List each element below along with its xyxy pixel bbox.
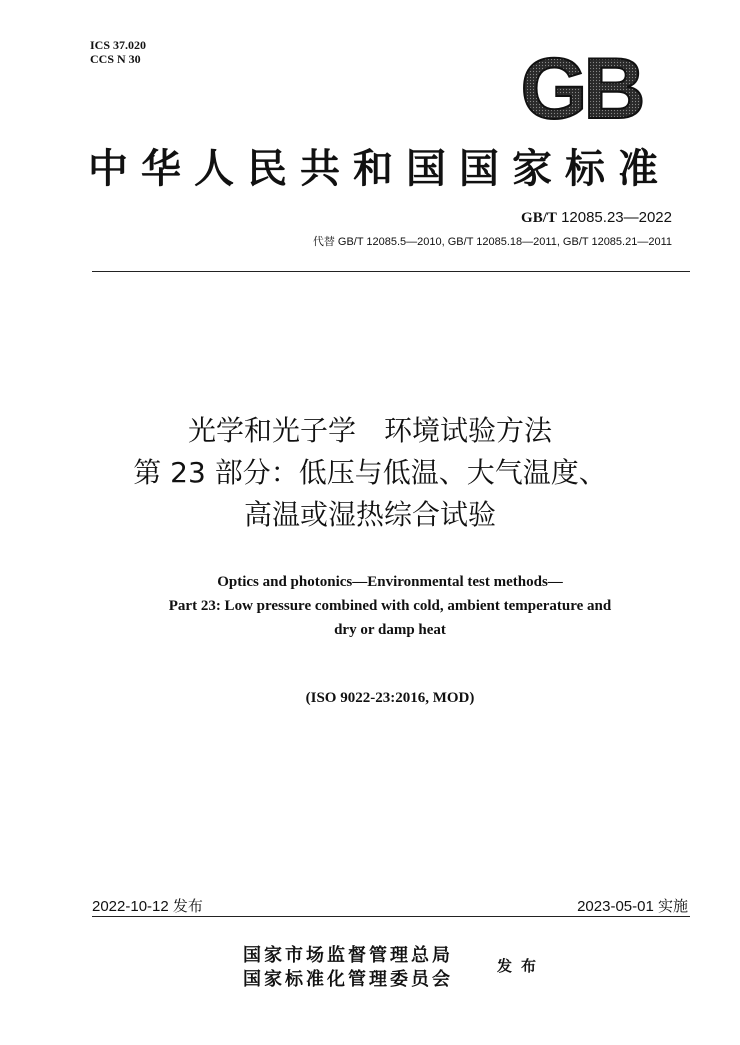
issuer: 国家标准化管理委员会 <box>243 969 453 990</box>
chinese-title-line: 高温或湿热综合试验 <box>243 498 496 531</box>
chinese-title-line: 光学和光子学 环境试验方法 <box>187 414 552 447</box>
issuer: 国家市场监督管理总局 <box>243 945 453 966</box>
chinese-title <box>0 410 740 536</box>
header-divider <box>92 271 690 272</box>
issue-label: 发布 <box>497 957 546 975</box>
ccs-code: CCS N 30 <box>90 52 141 66</box>
gb-logo <box>508 46 654 124</box>
standard-number <box>521 209 672 227</box>
chinese-title-line: 第 23 部分：低压与低温、大气温度、 <box>133 456 607 489</box>
publication-date: 2022-10-12 发布 <box>92 898 203 915</box>
standard-prefix: GB/T <box>521 210 557 226</box>
national-standard-title: 中华人民共和国国家标准 <box>88 145 671 192</box>
replaces-note: 代替 GB/T 12085.5—2010, GB/T 12085.18—2011, GB/T 12085.21—2011 <box>312 236 672 248</box>
standard-code: 12085.23—2022 <box>561 209 672 226</box>
issuing-authorities <box>243 944 453 992</box>
iso-reference: (ISO 9022-23:2016, MOD) <box>305 690 475 706</box>
footer-divider <box>92 916 690 917</box>
classification-codes <box>90 38 146 66</box>
implementation-date: 2023-05-01 实施 <box>577 898 688 915</box>
english-title-line: dry or damp heat <box>334 622 446 638</box>
ics-code: ICS 37.020 <box>90 38 147 52</box>
english-title <box>0 570 740 642</box>
gb-logo-text: GB <box>520 46 642 124</box>
english-title-line: Optics and photonics—Environmental test methods— <box>217 574 563 590</box>
english-title-line: Part 23: Low pressure combined with cold, ambient temperature and <box>168 598 612 614</box>
